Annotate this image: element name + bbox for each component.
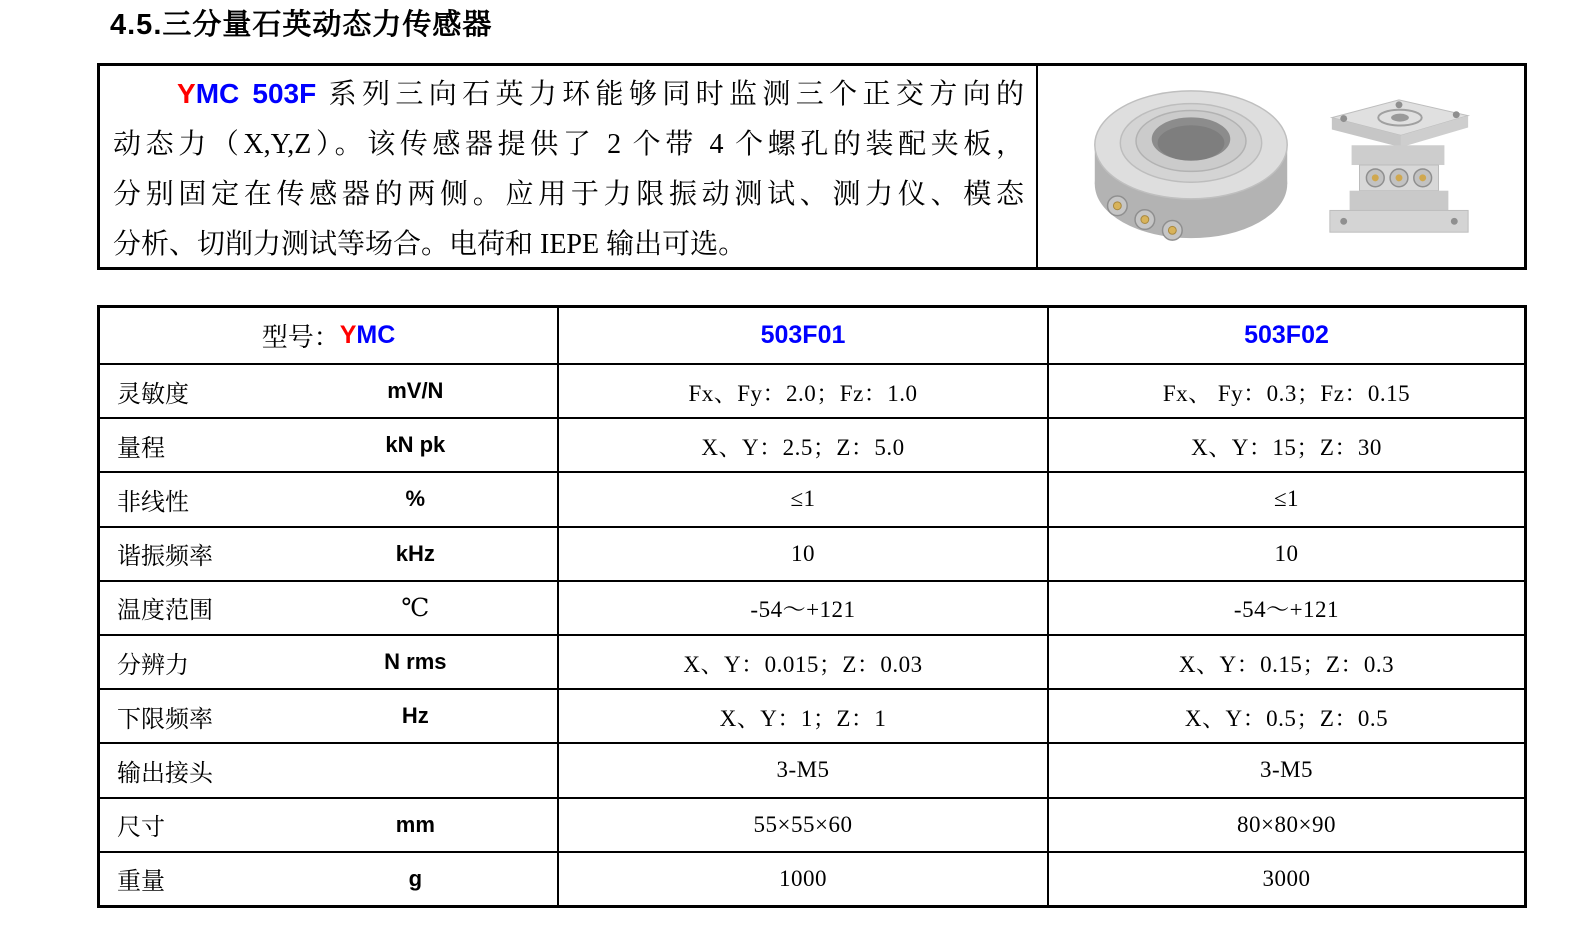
- spec-row-lower-frequency: [100, 690, 557, 742]
- product-photos: [1038, 66, 1524, 267]
- spec-value-503f02: 80×80×90: [1049, 799, 1524, 851]
- spec-unit: kN pk: [385, 432, 446, 458]
- table-header-503f02: 503F02: [1049, 308, 1524, 363]
- description-line-1: [113, 69, 1024, 120]
- spec-unit: kHz: [395, 540, 435, 566]
- spec-value-503f01: 10: [559, 528, 1047, 580]
- brand-letter-y: Y: [177, 78, 196, 109]
- model-label-prefix: 型号：: [261, 323, 340, 352]
- table-header-503f01: 503F01: [559, 308, 1047, 363]
- spec-row-temperature-range: [100, 582, 557, 634]
- spec-label: 非线性: [117, 489, 189, 516]
- spec-label: 重量: [117, 869, 165, 896]
- spec-value-503f02: ≤1: [1049, 473, 1524, 525]
- brand-letters-mc: MC: [356, 321, 396, 349]
- spec-value-503f01: -54～+121: [559, 582, 1047, 634]
- product-intro-box: [97, 63, 1527, 270]
- spec-value-503f02: 10: [1049, 528, 1524, 580]
- ring-force-sensor-photo: [1087, 86, 1295, 248]
- description-line-1-text: 系列三向石英力环能够同时监测三个正交方向的: [316, 79, 1024, 110]
- spec-value-503f01: X、Y：2.5；Z：5.0: [559, 419, 1047, 471]
- spec-value-503f02: -54～+121: [1049, 582, 1524, 634]
- brand-model-503f: 503F: [239, 78, 317, 109]
- spec-unit: Hz: [401, 703, 429, 729]
- spec-unit: g: [408, 865, 423, 891]
- spec-label: 输出接头: [117, 760, 213, 787]
- spec-value-503f02: Fx、 Fy：0.3；Fz：0.15: [1049, 365, 1524, 417]
- spec-value-503f02: 3-M5: [1049, 744, 1524, 796]
- spec-unit: mV/N: [387, 378, 444, 404]
- spec-row-resolution: [100, 636, 557, 688]
- spec-value-503f01: Fx、Fy：2.0；Fz：1.0: [559, 365, 1047, 417]
- spec-value-503f02: X、Y：15；Z：30: [1049, 419, 1524, 471]
- spec-label: 谐振频率: [117, 544, 213, 571]
- spec-row-sensitivity: [100, 365, 557, 417]
- spec-unit: ℃: [401, 594, 430, 622]
- spec-unit: %: [405, 486, 426, 512]
- spec-value-503f01: 1000: [559, 853, 1047, 905]
- spec-row-weight: [100, 853, 557, 905]
- description-line-4: 分析、切削力测试等场合。电荷和 IEPE 输出可选。: [113, 229, 747, 260]
- spec-row-range: [100, 419, 557, 471]
- section-heading: 4.5.三分量石英动态力传感器: [110, 9, 493, 41]
- spec-value-503f01: X、Y：0.015；Z：0.03: [559, 636, 1047, 688]
- product-description: [100, 66, 1038, 267]
- spec-value-503f01: 55×55×60: [559, 799, 1047, 851]
- spec-label: 灵敏度: [117, 381, 189, 408]
- spec-row-output-connector: [100, 744, 557, 796]
- spec-unit: N rms: [384, 649, 447, 675]
- connector-icon: [1366, 168, 1431, 186]
- spec-value-503f01: ≤1: [559, 473, 1047, 525]
- description-line-2: 动态力（X,Y,Z）。该传感器提供了 2 个带 4 个螺孔的装配夹板，: [113, 129, 1024, 160]
- table-header-model: [100, 308, 557, 363]
- spec-value-503f02: X、Y：0.5；Z：0.5: [1049, 690, 1524, 742]
- clamped-force-sensor-photo: [1321, 88, 1476, 246]
- spec-label: 量程: [117, 435, 165, 462]
- brand-letters-mc: MC: [195, 78, 240, 109]
- spec-value-503f02: 3000: [1049, 853, 1524, 905]
- spec-label: 尺寸: [117, 815, 165, 842]
- spec-value-503f01: 3-M5: [559, 744, 1047, 796]
- spec-row-resonant-frequency: [100, 528, 557, 580]
- spec-unit: mm: [395, 811, 435, 837]
- spec-table: [97, 305, 1527, 908]
- description-line-3: 分别固定在传感器的两侧。应用于力限振动测试、测力仪、模态: [113, 179, 1024, 210]
- spec-label: 下限频率: [117, 706, 213, 733]
- spec-row-dimensions: [100, 799, 557, 851]
- spec-label: 温度范围: [117, 598, 213, 625]
- spec-value-503f01: X、Y：1；Z：1: [559, 690, 1047, 742]
- brand-letter-y: Y: [339, 321, 357, 349]
- spec-label: 分辨力: [117, 652, 189, 679]
- spec-row-nonlinearity: [100, 473, 557, 525]
- spec-value-503f02: X、Y：0.15；Z：0.3: [1049, 636, 1524, 688]
